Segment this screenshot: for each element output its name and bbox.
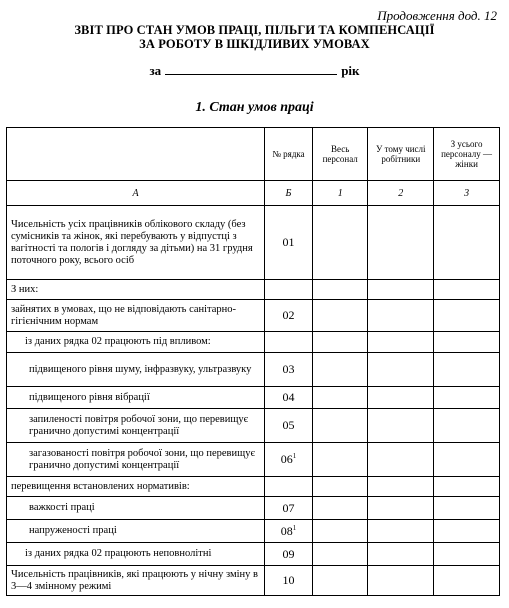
- cell-all-staff[interactable]: [313, 280, 368, 300]
- cell-all-staff[interactable]: [313, 477, 368, 497]
- row-code: 10: [264, 566, 312, 596]
- cell-all-staff[interactable]: [313, 387, 368, 409]
- cell-workers[interactable]: [368, 566, 434, 596]
- cell-workers[interactable]: [368, 520, 434, 543]
- row-label: із даних рядка 02 працюють неповнолітні: [7, 543, 265, 566]
- row-code: 03: [264, 353, 312, 387]
- cell-women[interactable]: [434, 520, 500, 543]
- cell-women[interactable]: [434, 543, 500, 566]
- row-label: Чисельність працівників, які працюють у нічну зміну в 3—4 змінному режимі: [7, 566, 265, 596]
- cell-workers[interactable]: [368, 477, 434, 497]
- row-code-number: 08: [280, 523, 293, 538]
- cell-workers[interactable]: [368, 280, 434, 300]
- header-all-staff: Весь персонал: [313, 128, 368, 181]
- letter-2: 2: [368, 181, 434, 206]
- row-code: 09: [264, 543, 312, 566]
- letter-b: Б: [264, 181, 312, 206]
- row-label: напруженості праці: [7, 520, 265, 543]
- cell-all-staff[interactable]: [313, 566, 368, 596]
- row-label: Чисельність усіх працівників облікового складу (без сумісників та жінок, які перебувають у відпустці з вагітності та пологів і догляду за дітьми) на 31 грудня поточного року, всього осіб: [7, 206, 265, 280]
- cell-all-staff[interactable]: [313, 497, 368, 520]
- table-row: [7, 409, 500, 443]
- letter-1: 1: [313, 181, 368, 206]
- row-label: перевищення встановлених нормативів:: [7, 477, 265, 497]
- table-row: [7, 443, 500, 477]
- period-blank-line[interactable]: [165, 62, 337, 75]
- table-row: [7, 353, 500, 387]
- cell-all-staff[interactable]: [313, 353, 368, 387]
- cell-workers[interactable]: [368, 206, 434, 280]
- period-suffix: рік: [341, 63, 360, 78]
- cell-workers[interactable]: [368, 300, 434, 332]
- cell-workers[interactable]: [368, 353, 434, 387]
- letter-3: 3: [434, 181, 500, 206]
- cell-women[interactable]: [434, 387, 500, 409]
- row-code: 02: [264, 300, 312, 332]
- row-code-number: 06: [280, 452, 293, 466]
- table-letter-row: [7, 181, 500, 206]
- table-row: [7, 477, 500, 497]
- table-row: [7, 280, 500, 300]
- cell-workers[interactable]: [368, 387, 434, 409]
- row-label: підвищеного рівня вібрації: [7, 387, 265, 409]
- cell-women[interactable]: [434, 497, 500, 520]
- row-code-footnote: 1: [292, 523, 297, 532]
- cell-workers[interactable]: [368, 497, 434, 520]
- row-code: [264, 477, 312, 497]
- header-women: З усього персоналу — жінки: [434, 128, 500, 181]
- row-code: [264, 332, 312, 353]
- table-row: [7, 387, 500, 409]
- row-code: [264, 520, 312, 543]
- period-prefix: за: [149, 63, 162, 78]
- table-row: [7, 332, 500, 353]
- working-conditions-table: [6, 127, 500, 596]
- title-line-1: ЗВІТ ПРО СТАН УМОВ ПРАЦІ, ПІЛЬГИ ТА КОМПЕНСАЦІЇ: [74, 23, 435, 37]
- cell-women[interactable]: [434, 300, 500, 332]
- header-workers: У тому числі робітники: [368, 128, 434, 181]
- row-label: важкості праці: [7, 497, 265, 520]
- cell-women[interactable]: [434, 332, 500, 353]
- table-row: [7, 543, 500, 566]
- cell-all-staff[interactable]: [313, 300, 368, 332]
- row-label: З них:: [7, 280, 265, 300]
- cell-women[interactable]: [434, 566, 500, 596]
- row-code: 07: [264, 497, 312, 520]
- cell-workers[interactable]: [368, 443, 434, 477]
- cell-all-staff[interactable]: [313, 332, 368, 353]
- header-row-number: № рядка: [264, 128, 312, 181]
- cell-all-staff[interactable]: [313, 543, 368, 566]
- row-label: запиленості повітря робочої зони, що перевищує гранично допустимі концентрації: [7, 409, 265, 443]
- cell-women[interactable]: [434, 409, 500, 443]
- cell-women[interactable]: [434, 280, 500, 300]
- report-period: [0, 62, 509, 79]
- table-header-row: [7, 128, 500, 181]
- addendum-label: Продовження дод. 12: [377, 8, 497, 23]
- cell-all-staff[interactable]: [313, 443, 368, 477]
- cell-women[interactable]: [434, 443, 500, 477]
- row-label: підвищеного рівня шуму, інфразвуку, ультразвуку: [7, 353, 265, 387]
- letter-a: А: [7, 181, 265, 206]
- row-code: 01: [264, 206, 312, 280]
- table-row: [7, 300, 500, 332]
- table-row: [7, 520, 500, 543]
- row-label: зайнятих в умовах, що не відповідають санітарно-гігієнічним нормам: [7, 300, 265, 332]
- table-row: [7, 206, 500, 280]
- table-row: [7, 566, 500, 596]
- row-code-footnote: 1: [292, 452, 297, 460]
- row-label: загазованості повітря робочої зони, що перевищує гранично допустимі концентрації: [7, 443, 265, 477]
- cell-workers[interactable]: [368, 332, 434, 353]
- cell-workers[interactable]: [368, 543, 434, 566]
- row-code: [264, 280, 312, 300]
- cell-all-staff[interactable]: [313, 206, 368, 280]
- title-line-2: ЗА РОБОТУ В ШКІДЛИВИХ УМОВАХ: [139, 37, 370, 51]
- header-indicator: [7, 128, 265, 181]
- report-title: [0, 23, 509, 51]
- cell-women[interactable]: [434, 206, 500, 280]
- row-code: [264, 443, 312, 477]
- table-row: [7, 497, 500, 520]
- cell-all-staff[interactable]: [313, 409, 368, 443]
- row-label: із даних рядка 02 працюють під впливом:: [7, 332, 265, 353]
- row-code: 05: [264, 409, 312, 443]
- cell-workers[interactable]: [368, 409, 434, 443]
- cell-women[interactable]: [434, 477, 500, 497]
- row-code: 04: [264, 387, 312, 409]
- cell-women[interactable]: [434, 353, 500, 387]
- section-title: 1. Стан умов праці: [195, 100, 314, 115]
- cell-all-staff[interactable]: [313, 520, 368, 543]
